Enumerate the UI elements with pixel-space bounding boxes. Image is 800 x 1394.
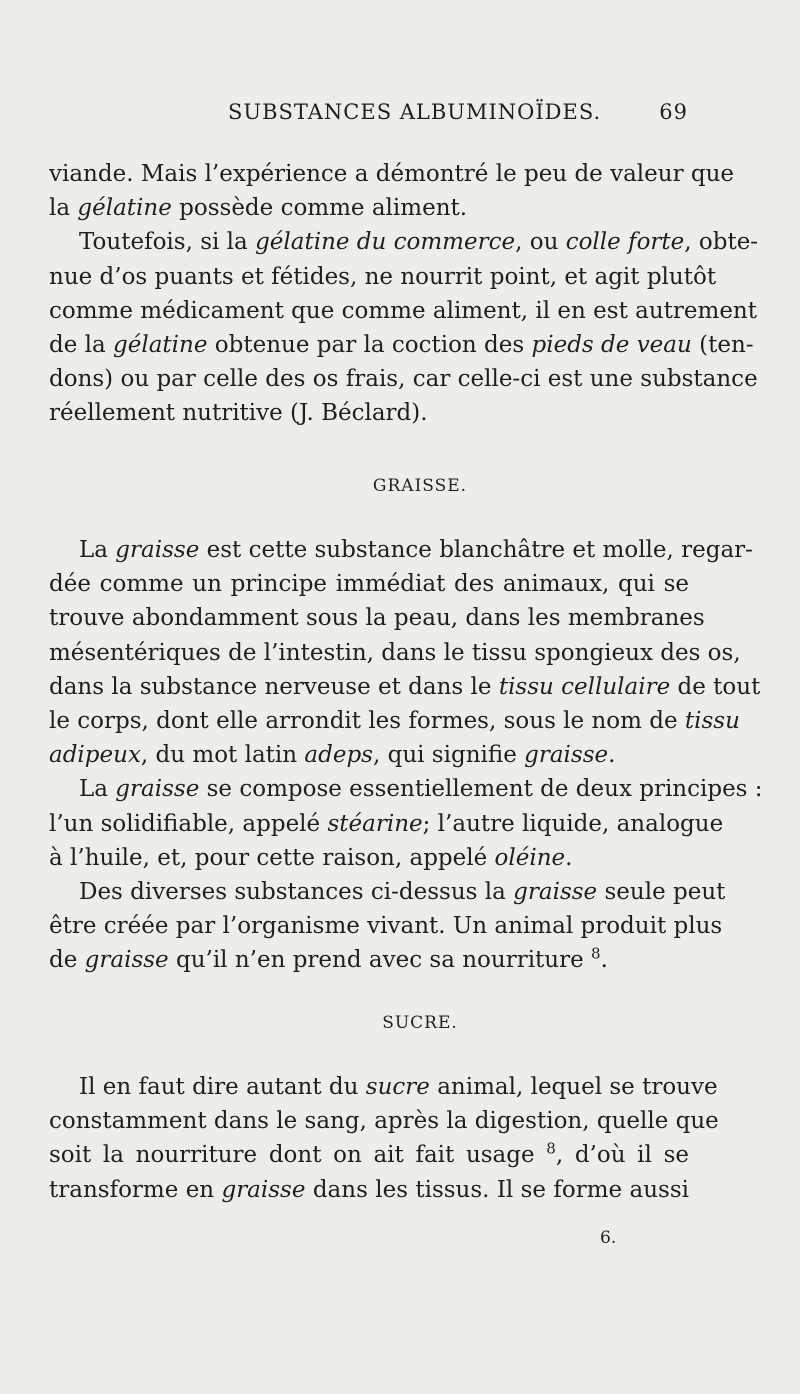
- text-line: dans la substance nerveuse et dans le tissu cellulaire de tout: [49, 673, 761, 700]
- text-line: la gélatine possède comme aliment.: [49, 195, 468, 222]
- text-line: La graisse se compose essentiellement de deux principes :: [79, 776, 763, 803]
- text-line: dons) ou par celle des os frais, car celle-ci est une substance: [49, 366, 758, 393]
- text-line: transforme en graisse dans les tissus. Il se forme aussi: [49, 1176, 689, 1203]
- text-line: être créée par l’organisme vivant. Un animal produit plus: [49, 913, 723, 940]
- running-title: SUBSTANCES ALBUMINOÏDES.: [228, 100, 602, 124]
- text-line: comme médicament que comme aliment, il en est autrement: [49, 297, 757, 324]
- text-line: mésentériques de l’intestin, dans le tissu spongieux des os,: [49, 639, 741, 666]
- section-title-graisse: GRAISSE.: [372, 476, 468, 496]
- paragraph-sucre: [49, 1070, 719, 1207]
- paragraph-gelatine: [49, 157, 759, 431]
- text-line: de la gélatine obtenue par la coction des pieds de veau (ten-: [49, 332, 754, 359]
- text-line: adipeux, du mot latin adeps, qui signifie graisse.: [49, 742, 616, 769]
- text-line: de graisse qu’il n’en prend avec sa nourriture $^8$.: [49, 944, 608, 974]
- text-line: réellement nutritive (J. Béclard).: [49, 400, 428, 427]
- section-title-sucre: SUCRE.: [382, 1013, 458, 1033]
- signature-mark: 6.: [600, 1228, 617, 1248]
- text-line: Toutefois, si la gélatine du commerce, ou colle forte, obte-: [79, 229, 759, 256]
- text-line: le corps, dont elle arrondit les formes, sous le nom de tissu: [49, 708, 740, 735]
- text-line: soit la nourriture dont on ait fait usage $^8$, d’où il se: [49, 1139, 689, 1169]
- text-line: La graisse est cette substance blanchâtre et molle, regar-: [79, 537, 753, 563]
- text-line: l’un solidifiable, appelé stéarine; l’autre liquide, analogue: [49, 810, 724, 837]
- text-line: Il en faut dire autant du sucre animal, lequel se trouve: [79, 1074, 718, 1100]
- text-line: dée comme un principe immédiat des animaux, qui se: [49, 571, 689, 598]
- page-number: 69: [659, 100, 688, 124]
- text-line: Des diverses substances ci-dessus la graisse seule peut: [79, 879, 726, 906]
- text-line: nue d’os puants et fétides, ne nourrit point, et agit plutôt: [49, 263, 717, 290]
- text-line: constamment dans le sang, après la digestion, quelle que: [49, 1108, 719, 1135]
- text-line: à l’huile, et, pour cette raison, appelé oléine.: [49, 844, 573, 871]
- text-line: trouve abondamment sous la peau, dans les membranes: [49, 605, 705, 632]
- text-line: viande. Mais l’expérience a démontré le peu de valeur que: [49, 161, 735, 187]
- paragraph-graisse: [49, 533, 763, 978]
